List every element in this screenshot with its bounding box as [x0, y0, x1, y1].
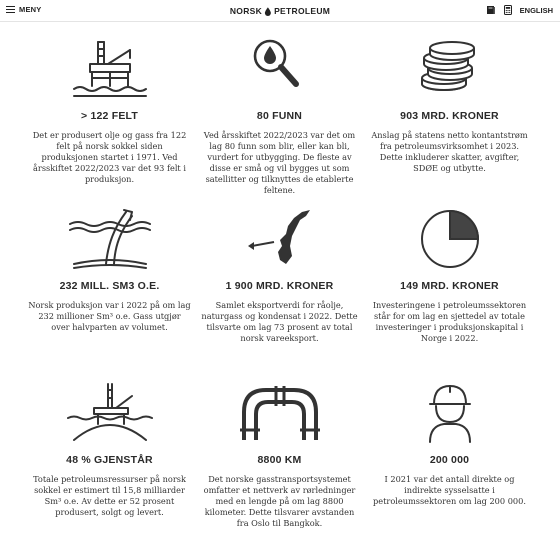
fact-card-investments — [362, 204, 537, 344]
fact-title: 8800 KM — [257, 454, 302, 466]
pipeline-icon — [230, 378, 330, 448]
fact-description: Det norske gasstransportsystemet omfatter et nettverk av rørledninger med en lengde på om lag 8800 kilometer. Dette tilsvarer avstanden fra Oslo til Bangkok. — [203, 474, 356, 528]
fact-description: Norsk produksjon var i 2022 på om lag 232 millioner Sm³ o.e. Gass utgjør over halvparten av volumet. — [28, 300, 191, 332]
hamburger-menu-icon — [6, 6, 15, 13]
magnifier-drop-icon — [230, 34, 330, 104]
fact-title: 1 900 MRD. KRONER — [225, 280, 334, 292]
fact-title: 903 MRD. KRONER — [400, 110, 499, 122]
book-icon[interactable] — [486, 5, 496, 15]
fact-description: Det er produsert olje og gass fra 122 felt på norsk sokkel siden produksjonen startet i 1971. Ved årsskiftet 2022/2023 var det 93 felt i produksjon. — [32, 130, 187, 184]
top-navigation-bar — [0, 0, 560, 22]
fact-card-discoveries — [192, 34, 367, 196]
language-switch-english[interactable]: ENGLISH — [519, 5, 553, 15]
coin-stack-icon — [400, 34, 500, 104]
fact-description: Ved årsskiftet 2022/2023 var det om lag 80 funn som blir, eller kan bli, vurdert for utbygging. De fleste av disse er små og vil bygges ut som satellitter og tilknyttes de etablerte feltene. — [203, 130, 356, 195]
fact-description: Samlet eksportverdi for råolje, naturgass og kondensat i 2022. Dette tilsvarte om lag 73 prosent av total norsk vareeksport. — [201, 300, 358, 343]
site-logo[interactable] — [230, 6, 330, 16]
production-well-icon — [60, 204, 160, 274]
fact-description: I 2021 var det antall direkte og indirekte sysselsatte i petroleumssektoren om lag 200 000. — [373, 474, 526, 506]
fact-title: > 122 FELT — [81, 110, 138, 122]
fact-card-pipelines — [192, 378, 367, 529]
oil-drop-icon — [264, 7, 272, 16]
fact-title: 80 FUNN — [256, 110, 303, 122]
fact-description: Anslag på statens netto kontantstrøm fra petroleumsvirksomhet i 2023. Dette inkluderer skatter, avgifter, SDØE og utbytte. — [371, 130, 528, 173]
platform-globe-icon — [60, 378, 160, 448]
norway-export-icon — [230, 204, 330, 274]
menu-button[interactable] — [6, 5, 41, 14]
worker-helmet-icon — [400, 378, 500, 448]
fact-card-employment — [362, 378, 537, 507]
fact-card-cash-flow — [362, 34, 537, 174]
fact-title: 48 % GJENSTÅR — [66, 454, 153, 466]
oil-platform-icon — [60, 34, 160, 104]
fact-title: 200 000 — [429, 454, 470, 466]
fact-title: 149 MRD. KRONER — [400, 280, 499, 292]
logo-text-right: PETROLEUM — [274, 6, 331, 16]
menu-label: MENY — [19, 5, 42, 14]
fact-card-remaining — [22, 378, 197, 518]
fact-card-export — [192, 204, 367, 344]
fact-title: 232 MILL. SM3 O.E. — [59, 280, 160, 292]
fact-card-production — [22, 204, 197, 333]
fact-description: Investeringene i petroleumssektoren står for om lag en sjettedel av totale investeringer i produksjonskapital i Norge i 2022. — [372, 300, 527, 343]
calculator-icon[interactable] — [503, 5, 513, 15]
fact-card-fields — [22, 34, 197, 185]
logo-text-left: NORSK — [229, 6, 263, 16]
fact-description: Totale petroleumsressurser på norsk sokkel er estimert til 15,8 milliarder Sm³ o.e. Av dette er 52 prosent produsert, solgt og levert. — [33, 474, 186, 517]
pie-chart-icon — [400, 204, 500, 274]
